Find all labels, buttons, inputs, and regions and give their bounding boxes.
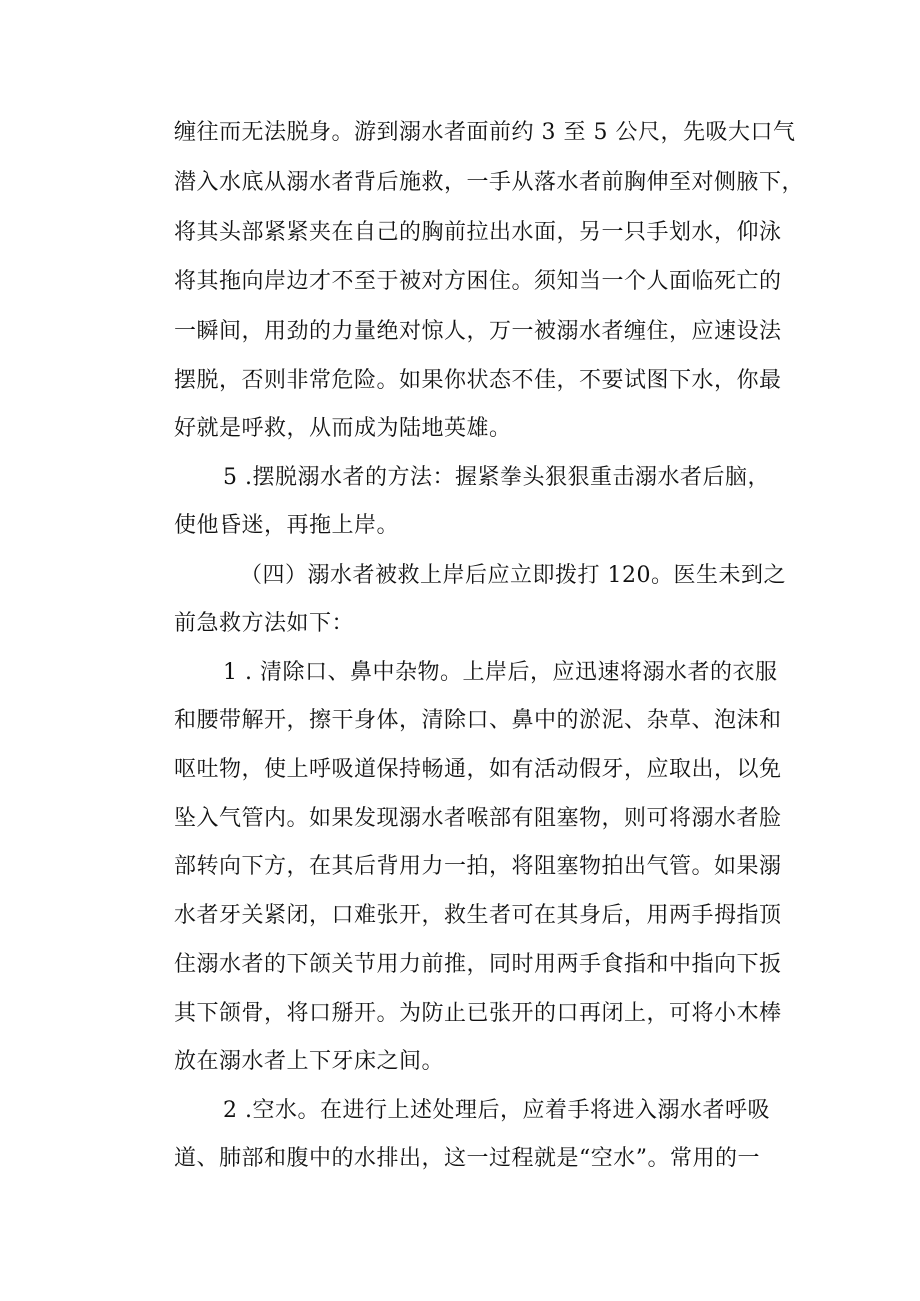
text-line: 呕吐物，使上呼吸道保持畅通，如有活动假牙，应取出，以免 bbox=[174, 757, 782, 782]
text-line: 使他昏迷，再拖上岸。 bbox=[174, 513, 400, 538]
text-line: 摆脱，否则非常危险。如果你状态不佳，不要试图下水，你最 bbox=[174, 368, 782, 393]
text-line: 水者牙关紧闭，口难张开，救生者可在其身后，用两手拇指顶 bbox=[174, 903, 782, 928]
text-line: 1 . 清除口、鼻中杂物。上岸后，应迅速将溺水者的衣服 bbox=[223, 660, 778, 685]
text-line: （四）溺水者被救上岸后应立即拨打 120。医生未到之 bbox=[240, 563, 786, 588]
text-line: 道、肺部和腹中的水排出，这一过程就是“空水”。常用的一 bbox=[174, 1146, 760, 1171]
text-line: 将其拖向岸边才不至于被对方困住。须知当一个人面临死亡的 bbox=[174, 269, 782, 294]
text-line: 和腰带解开，擦干身体，清除口、鼻中的淤泥、杂草、泡沫和 bbox=[174, 708, 782, 733]
text-line: 坠入气管内。如果发现溺水者喉部有阻塞物，则可将溺水者脸 bbox=[174, 806, 782, 831]
text-line: 放在溺水者上下牙床之间。 bbox=[174, 1049, 445, 1074]
text-line: 其下颌骨，将口掰开。为防止已张开的口再闭上，可将小木棒 bbox=[174, 1001, 782, 1026]
text-line: 缠往而无法脱身。游到溺水者面前约 3 至 5 公尺，先吸大口气 bbox=[174, 120, 796, 145]
text-line: 5 .摆脱溺水者的方法：握紧拳头狠狠重击溺水者后脑， bbox=[223, 465, 770, 490]
text-line: 部转向下方，在其后背用力一拍，将阻塞物拍出气管。如果溺 bbox=[174, 854, 782, 879]
text-line: 将其头部紧紧夹在自己的胸前拉出水面，另一只手划水，仰泳 bbox=[174, 220, 782, 245]
text-line: 潜入水底从溺水者背后施救，一手从落水者前胸伸至对侧腋下， bbox=[174, 170, 805, 195]
text-line: 一瞬间，用劲的力量绝对惊人，万一被溺水者缠住，应速设法 bbox=[174, 319, 782, 344]
text-line: 住溺水者的下颌关节用力前推，同时用两手食指和中指向下扳 bbox=[174, 952, 782, 977]
text-line: 前急救方法如下： bbox=[174, 611, 355, 636]
text-line: 2 .空水。在进行上述处理后，应着手将进入溺水者呼吸 bbox=[223, 1098, 770, 1123]
text-line: 好就是呼救，从而成为陆地英雄。 bbox=[174, 416, 512, 441]
